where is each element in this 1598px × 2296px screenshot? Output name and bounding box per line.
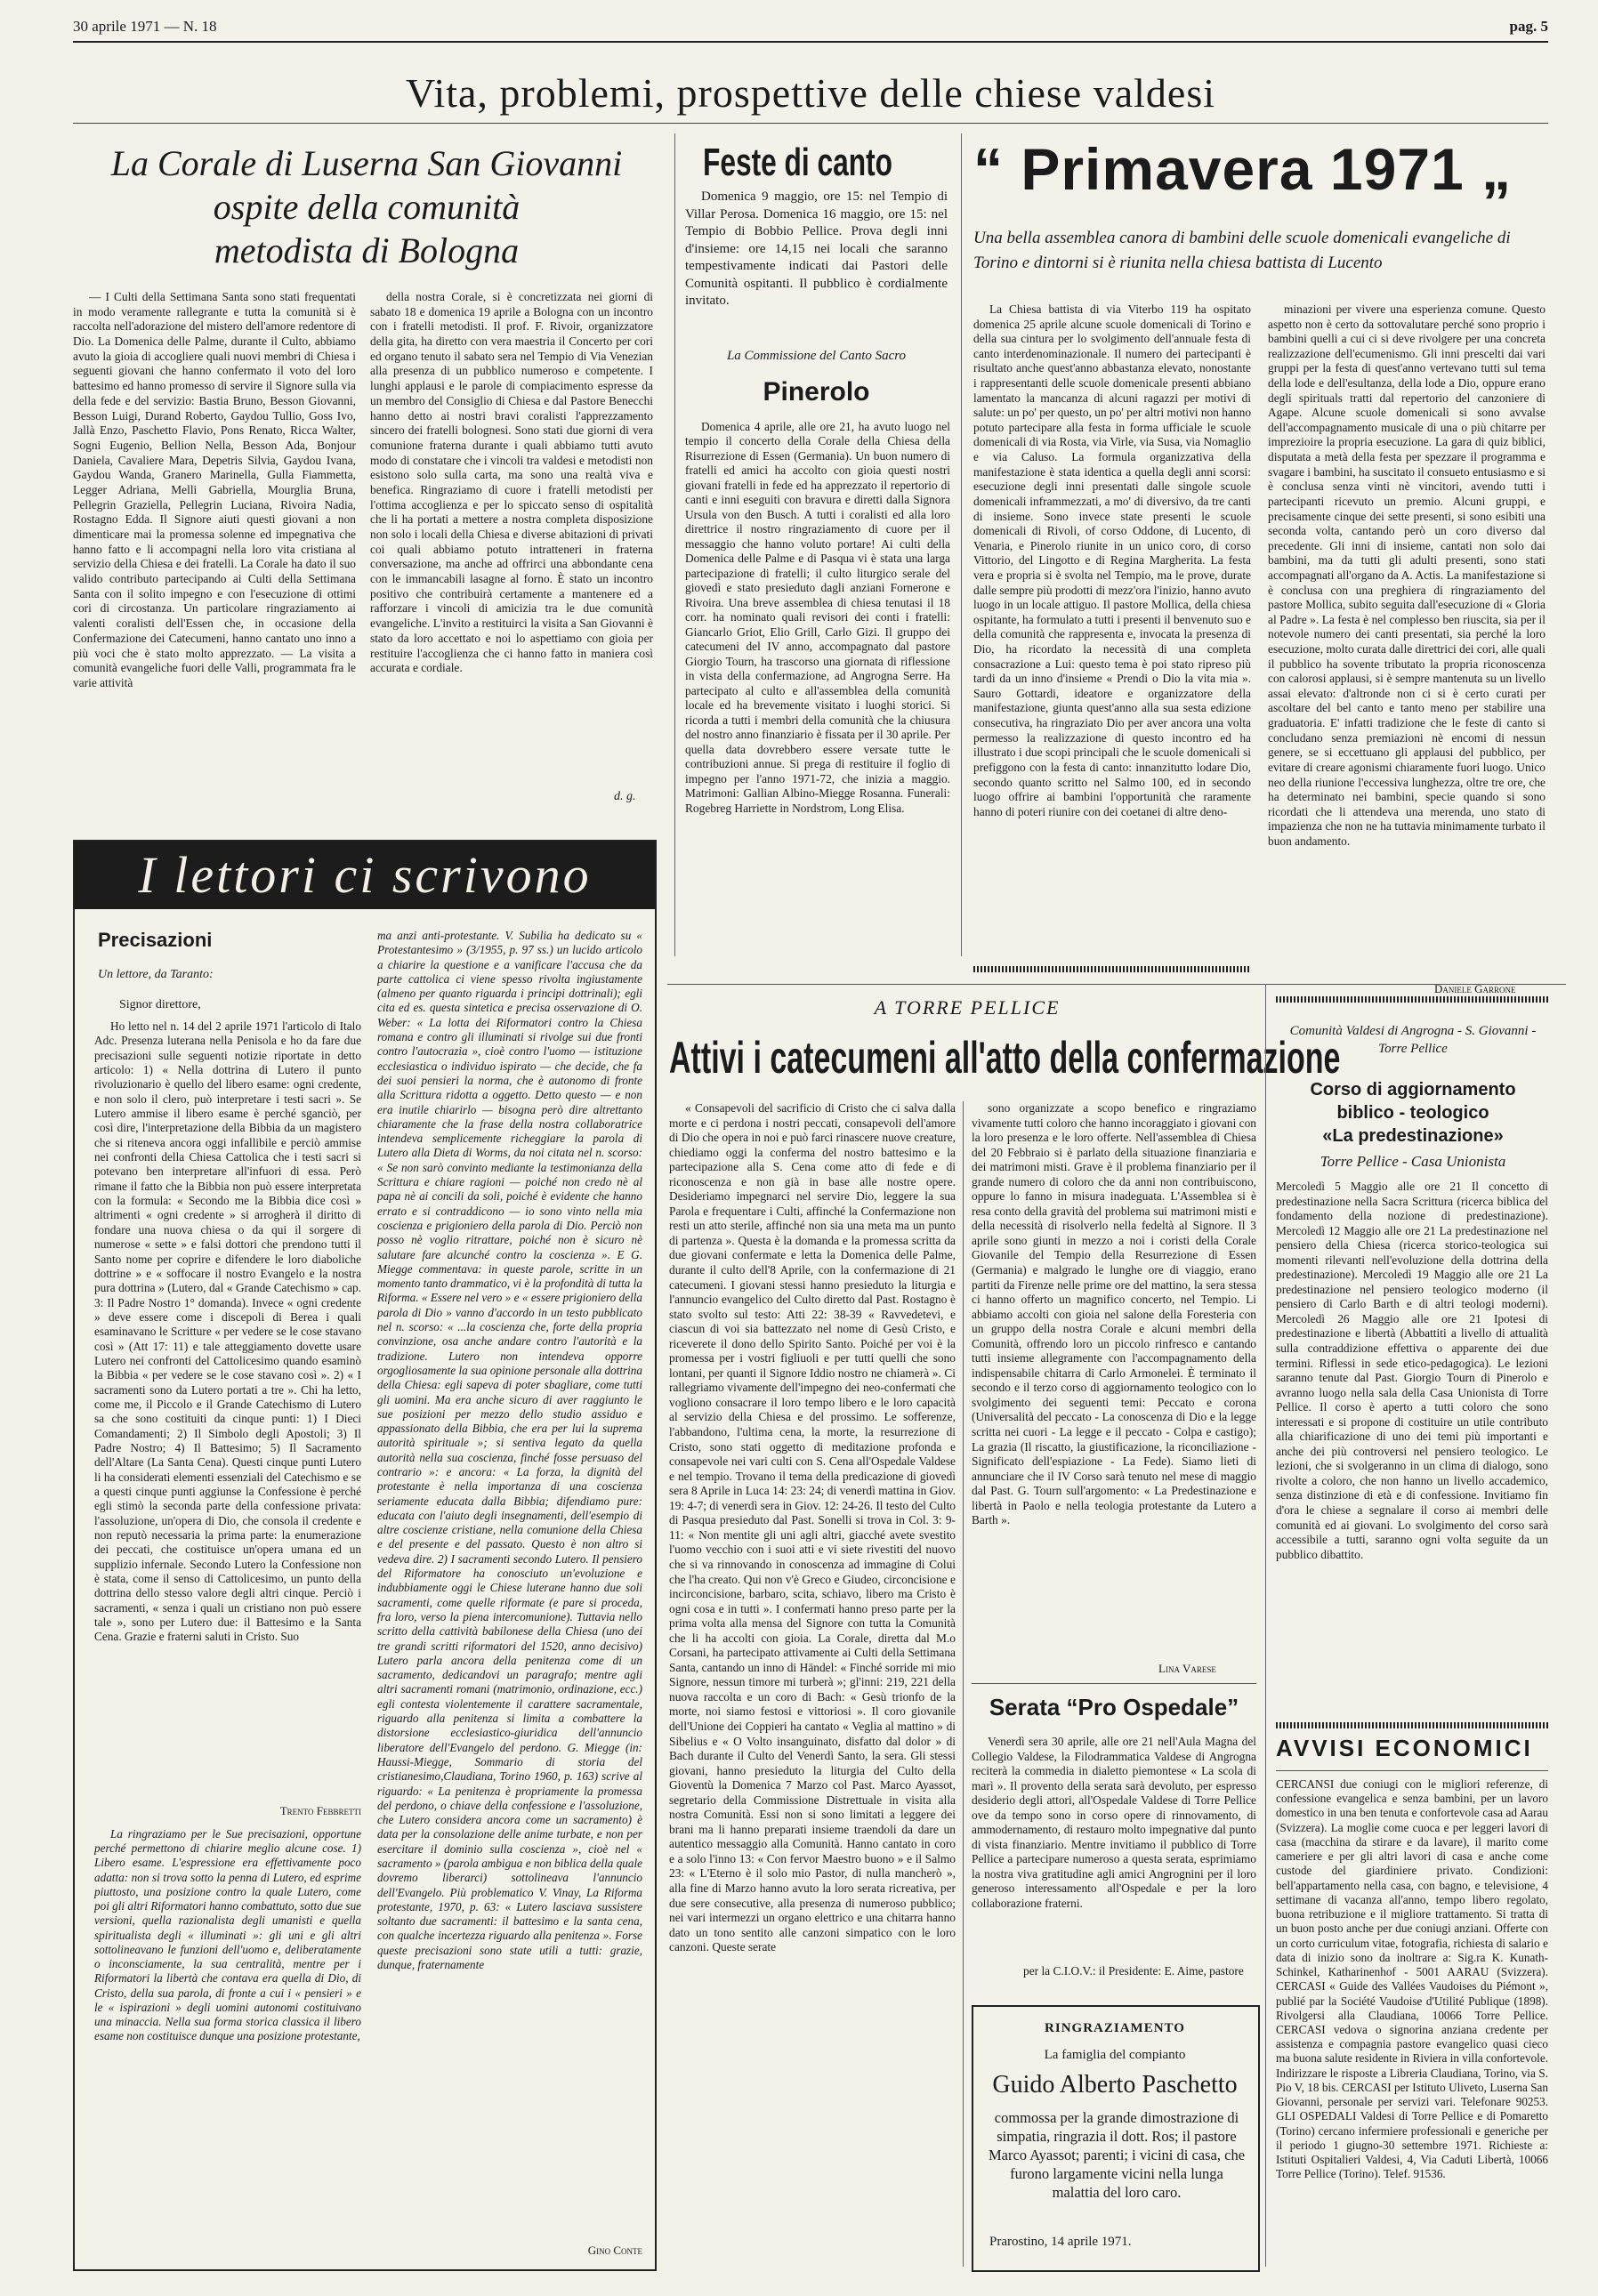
catecumeni-col-1	[669, 1101, 956, 2267]
ospedale-body-text: Venerdì sera 30 aprile, alle ore 21 nell'Aula Magna del Collegio Valdese, la Filodrammatica Valdese di Angrogna reciterà la commedia in dialetto piemontese « La scola di marì ». Il provento della serata sarà devoluto, per espresso desiderio degli attori, all'Ospedale Valdese di Torre Pellice ove da tempo sono in corso opere di rinnovamento, di ammodernamento, di restauro molto impegnative dal punto di vista finanziario. Mentre invitiamo il pubblico di Torre Pellice a partecipare numeroso a questa serata, esprimiamo la nostra viva gratitudine agli amici Angrognini per il loro generoso interessamento all'Ospedale e per la loro collaborazione fraterni.	[972, 1735, 1256, 1911]
ospedale-top-rule	[972, 1683, 1256, 1684]
corale-col-2	[370, 290, 653, 788]
primavera-signature: Daniele Garrone	[1434, 982, 1516, 995]
catecumeni-kicker: A TORRE PELLICE	[874, 996, 1061, 1019]
avvisi-top-bar	[1276, 1722, 1548, 1728]
issue-date: 30 aprile 1971 — N. 18	[73, 18, 217, 35]
page-number: pag. 5	[1509, 18, 1548, 35]
catecumeni-col-2	[972, 1101, 1256, 1653]
feste-signature: La Commissione del Canto Sacro	[726, 349, 907, 363]
feste-body	[685, 189, 948, 336]
feste-body-text: Domenica 9 maggio, ore 15: nel Tempio di Villar Perosa. Domenica 16 maggio, ore 15: nel Tempio di Bobbio Pellice. Prova degli inni d'insieme: ore 14,15 nei locali che saranno tempestivamente indicati dai Pastori delle Comunità ospitanti. Il pubblico è cordialmente invitato.	[685, 189, 948, 308]
avvisi-body	[1276, 1777, 1548, 2265]
avvisi-title: AVVISI ECONOMICI	[1276, 1735, 1533, 1761]
corale-signature: d. g.	[614, 790, 636, 803]
kicker-rule	[73, 123, 1548, 124]
pinerolo-body	[685, 420, 950, 954]
corso-title-3: «La predestinazione»	[1322, 1126, 1504, 1146]
catecumeni-col-2-text: sono organizzate a scopo benefico e ringraziamo vivamente tutti coloro che hanno incoraggiato i giovani con la loro presenza e le loro offerte. Nell'assemblea di Chiesa del 20 Febbraio si è parlato della situazione finanziaria e dei matrimoni misti. Grave è il problema finanziario per il grande numero di coloro che da anni non contribuiscono, oppure lo fanno in misura inadeguata. L'Assemblea si è resa conto della gravità del problema sui matrimoni misti e della necessità di risolverlo nella fedeltà al Signore. Il 3 aprile sono giunti in mezzo a noi i coristi della Corale Giovanile del Tempio della Resurrezione di Essen (Germania) e malgrado le lunghe ore di viaggio, erano partiti da Firenze nelle prime ore del mattino, la sera stessa ci hanno offerto un magnifico concerto, nel Tempio. Li abbiamo accolti con gioia nel salone della Foresteria con un gruppo della nostra Corale e alcuni membri della Comunità, offrendo loro un piccolo rinfresco e cantando tutti insieme allegramente con l'accompagnamento della indispensabile chitarra di Carlo Armonelei. È terminato il secondo e il terzo corso di aggiornamento teologico con lo svolgimento dei seguenti temi: Peccato e corona (Universalità del peccato - La conoscenza di Dio e la legge scritta nei cuori - La legge e il peccato - Colpa e castigo); La grazia (Il riscatto, la giustificazione, la riconciliazione - Significato dell'espiazione - La Fede). Siamo lieti di annunciare che il IV Corso sarà tenuto nel mese di maggio dal Past. G. Tourn sull'argomento: « La Predestinazione e libertà in Paolo e nella teologia protestante da Lutero a Barth ».	[972, 1101, 1256, 1527]
ospedale-body	[972, 1735, 1256, 1984]
ospedale-title: Serata “Pro Ospedale”	[989, 1694, 1239, 1720]
column-rule-2	[961, 133, 962, 956]
corso-body	[1276, 1180, 1548, 1713]
corale-title-line-3: metodista di Bologna	[214, 230, 520, 270]
primavera-subtitle: Una bella assemblea canora di bambini delle scuole domenicali evangeliche di Torino e dintorni si è riunita nella chiesa battista di Lucento	[973, 229, 1511, 272]
lettori-banner: I lettori ci scrivono	[75, 842, 655, 909]
catecumeni-col-1-text: « Consapevoli del sacrificio di Cristo che ci salva dalla morte e ci perdona i nostri peccati, consapevoli dell'amore di Dio che opera in noi e può farci rinascere nuove creature, chiediamo oggi la conferma del nostro battesimo e la partecipazione alla S. Cena come atto di fede e di riconoscenza e non già in base alle nostre opere. Desideriamo impegnarci nel servire Dio, leggere la sua Parola e frequentare i Culti, affinché la Confermazione non resti un atto sterile, affinché non sia una meta ma un punto di partenza ». Questa è la domanda e la promessa scritta da due giovani confermate e letta la Domenica delle Palme, durante il culto dell'8 Aprile, con la confermazione di 21 catecumeni. I giovani stessi hanno presieduto la liturgia e l'annuncio evangelico del Culto diretto dal Past. Rostagno è stato svolto sul testo: Atti 22: 38-39 « Ravvedetevi, e ciascun di voi sia battezzato nel nome di Gesù Cristo, e riceverete il dono dello Spirito Santo. Poiché per voi è la promessa per i vostri figliuoli e per tutti quelli che sono lontani, per quanti il Signore Iddio nostro ne chiamerà ». Ci rallegriamo vivamente dell'impegno dei neo-confermati che vogliono consacrare il loro tempo libero e le loro capacità al servizio della Chiesa e del prossimo. Le sofferenze, l'abbandono, l'ultima cena, la morte, la resurrezione di Cristo, sono stati oggetto di meditazione profonda e consapevole nei vari culti con S. Cena all'Ospedale Valdese e nel tempio. Trovano il tema della predicazione di giovedì sera 8 Aprile in Luca 14: 23: 24; di venerdì mattina in Giov. 19: 4-7; di venerdì sera in Giov. 12: 24-26. Il testo del Culto di Pasqua presieduto dal Past. Sonelli si trova in Col. 3: 9-11: « Non mentite gli uni agli altri, giacché avete svestito l'uomo vecchio con i suoi atti e vi siete rivestiti del nuovo che si va rinnovando in conoscenza ad immagine di Colui che l'ha creato. Qui non v'è Greco e Giudeo, circoncisione e incirconcisione, barbaro, scita, schiavo, libero ma Cristo è ogni cosa e in tutti ». I confermati hanno preso parte per la prima volta alla mensa del Signore con tutta la Comunità che li ha accolti con gioia. La Corale, diretta dal M.o Corsani, ha partecipato attivamente ai Culti della Settimana Santa, cantando un inno di Händel: « Finché sorride mi mio Signore, nessun timore mi turberà »; gl'inni: 219, 221 della nuova raccolta e un coro di Bach: « Gesù trionfo de la morte, noi siamo festosi e vittoriosi ». Il coro giovanile dell'Unione dei Coppieri ha cantato « Veglia al mattino » di Sibelius e « O Volto insanguinato, disfatto dal dolor » di Bach durante il Culto del Venerdì Santo, la sera. Gli stessi giovani, hanno presieduto la liturgia del Culto della Gioventù la Domenica 7 Marzo col Past. Marco Ayassot, segretario della Commissione Distrettuale in visita alla nostra Comunità. Essi non si sono limitati a leggere dei brani ma li hanno preparati insieme traendoli da dare un autentico messaggio alla Comunità. Hanno cantato in coro e a solo l'inno 13: « Con fervor Maestro buono » e il Salmo 23: « L'Eterno è il solo mio Pastor, di nulla mancherò », alla fine di Marzo hanno avuto la loro serata ricreativa, per due sere consecutive, alla presenza di numeroso pubblico; nei vari intermezzi un organo elettrico e una chitarra hanno dato un tono sentito alle canzoni simpatico con le loro canzoni. Queste serate	[669, 1101, 956, 1954]
catecumeni-title: Attivi i catecumeni all'atto della confermazione	[669, 1033, 1341, 1083]
ospedale-signature: per la C.I.O.V.: il Presidente: E. Aime, pastore	[1023, 1964, 1244, 1978]
avvisi-rule	[1276, 1770, 1548, 1771]
corale-col-1	[73, 290, 356, 806]
primavera-col-2	[1268, 302, 1546, 961]
column-rule-1	[674, 133, 675, 956]
avvisi-body-text: CERCANSI due coniugi con le migliori referenze, di confessione evangelica e senza bambini, per un lavoro domestico in una ben tenuta e confortevole casa ad Aarau (Svizzera). La moglie come cuoca e per leggeri lavori di casa (macchina da stirare e da lavare), il marito come cameriere e per gli altri lavori di casa e anche come custode del giardiniere privato. Condizioni: bell'appartamento nella casa, con bagno, e televisione, 4 settimane di vacanza all'anno, tempo libero regolato, buona retribuzione e il migliore trattamento. Si tratta di un buon posto anche per due coniugi anziani. Offerte con un corto curriculum vitae, fotografia, richiesta di salario e data di inizio sono da inoltrare a: Sig.ra K. Kunath-Schinkel, Katharinenhof - 5001 AARAU (Svizzera). CERCASI « Guide des Vallées Vaudoises du Piémont », publié par la Société Vaudoise d'Utilité Publique (1898). Rivolgersi alla Claudiana, 10066 Torre Pellice. CERCASI vedova o signorina anziana credente per assistenza e compagnia pastore evangelico quasi cieco ma buona salute residente in Riviera in villa confortevole. Indirizzare le risposte a Libreria Claudiana, Torino, via S. Pio V, 18 bis. CERCASI per Istituto Uliveto, Luserna San Giovanni, personale per servizi vari. Telefonare 90253. GLI OSPEDALI Valdesi di Torre Pellice e di Pomaretto (Torino) cercano infermiere professionali e generiche per il periodo 1 giugno-30 settembre 1971. Richieste a: Istituti Ospitalieri Valdesi, 4, Via Caduti Libertà, 10066 Torre Pellice (Torino). Telef. 91536.	[1276, 1777, 1548, 2181]
pinerolo-title: Pinerolo	[763, 377, 870, 407]
feste-title: Feste di canto	[703, 141, 893, 184]
lettori-col-1	[94, 1019, 361, 1799]
corso-body-text: Mercoledì 5 Maggio alle ore 21 Il concetto di predestinazione nella Sacra Scrittura (ricerca biblica del fondamento della nozione di predestinazione). Mercoledì 12 Maggio alle ore 21 La predestinazione nel pensiero della Chiesa (ricerca storico-teologica sui momenti rilevanti nell'evoluzione della dottrina della predestinazione). Mercoledì 19 Maggio alle ore 21 La predestinazione nel pensiero teologico moderno (il pensiero di Carlo Barth e di altri teologi moderni). Mercoledì 26 Maggio alle ore 21 Ipotesi di predestinazione e libertà (Abbattiti a livello di attualità sulla contraddizione effettiva o apparente dei due termini. Riflessi in sede etico-pedagogica). Le lezioni saranno tenute dal Past. Giorgio Tourn di Pinerolo e avranno luogo nella sala della Casa Unionista di Torre Pellice. Il corso è aperto a tutti coloro che sono interessati e si propone di costituire un utile contributo alla chiarificazione di uno dei temi più importanti e anche dei più controversi nel pensiero teologico. Le lezioni, che si svolgeranno in un clima di dialogo, sono rivolte a coloro, che non hanno un livello accademico, senza distinzione di età e di confessione. Invitiamo fin d'ora le chiese a segnalare il corso ai membri delle comunità ed ai giovani. Lo svolgimento del corso sarà accessibile a tutti, saranno ogni volta seguite da un pubblico dibattito.	[1276, 1180, 1548, 1561]
ringraziamento-head: RINGRAZIAMENTO	[1045, 2021, 1185, 2035]
ringraziamento-line: La famiglia del compianto	[1044, 2048, 1186, 2062]
ringraziamento-body: commossa per la grande dimostrazione di simpatia, ringrazia il dott. Ros; il pastore Marco Ayassot; parenti; i vicini di casa, che furono largamente vicini nella lunga malattia del loro caro.	[988, 2109, 1246, 2202]
primavera-col-1	[973, 302, 1251, 952]
ringraziamento-date: Prarostino, 14 aprile 1971.	[989, 2235, 1132, 2249]
lettori-reply-start-text: La ringraziamo per le Sue precisazioni, opportune perché permettono di chiarire meglio alcune cose. 1) Libero esame. L'espressione era effettivamente poco adatta: non si trova sotto la penna di Lutero, ed esprime piuttosto, una posizione contro la quale Lutero, come poi gli altri Riformatori hanno combattuto, sotto due sue versioni, quella razionalista degli umanisti e quella spiritualista degli « illuminati »: gli uni e gli altri sottolineavano le funzioni dell'uomo e, deliberatamente o inconsciamente, la sua centralità, mentre per i Riformatori la libertà che contava era quella di Dio, di Cristo, della sua parola, di fronte a cui i « pensieri » e le « ispirazioni » degli uomini autonomi costituivano una minaccia. Nella sua forma storica classica il libero esame non costituisce dunque una posizione protestante,	[94, 1827, 361, 2043]
lettori-col-1-text: Ho letto nel n. 14 del 2 aprile 1971 l'articolo di Italo Adc. Presenza luterana nella Penisola e ho da fare due precisazioni sulle seguenti notizie riportate in detto articolo: 1) « Nella dottrina di Lutero il punto rivoluzionario è quello del libero esame: ogni credente, e non solo il clero, può interpretare i testi sacri ». Se Lutero ammise il libero esame è perché sganciò, per così dire, l'interpretazione della Bibbia da un magistero che si riteneva ancora oggi infallibile e perciò ammise nei confronti della Chiesa Cattolica che i testi sacri si potevano ben interpretare all'infuori di essa. Però rimane il fatto che la Bibbia non può essere interpretata con la formula: « Secondo me la Bibbia dice così » altrimenti « ogni credente » si arrogherà il diritto di fondare una nuova chiesa o da qui il sorgere di numerose « sette » e falsi dottori che prendono tutti il Santo nome per coprire e difendere le loro diaboliche dottrine » e « soffocare il nostro Evangelo e la nostra pura dottrina » (Lutero, dal « Grande Catechismo » cap. 3: Il Padre Nostro 1° domanda). Invece « ogni credente » deve essere come i discepoli di Berea i quali esaminavano le Scritture « per vedere se le cose stavano così » (Att 17: 11) e tale atteggiamento dovette usare Lutero nei confronti del Cattolicesimo quando esaminò la Bibbia « per vedere se le cose stavano così ». 2) « I sacramenti sono da Lutero portati a tre ». Chi ha letto, come me, il Piccolo e il Grande Catechismo di Lutero sa che sono costituiti da cinque punti: 1) I Dieci Comandamenti; 2) Il Simbolo degli Apostoli; 3) Il Padre Nostro; 4) Il Battesimo; 5) Il Sacramento dell'Altare (La Santa Cena). Questi cinque punti Lutero li ha considerati elementi essenziali del Catechismo e se a questi cinque punti aggiunse la Confessione è perché egli stimò la seconda parte della confessione privata: l'assoluzione, un'opera di Dio, che consola il credente e non reputò necessaria la prima parte: la enumerazione dei peccati, che costituisce un'opera umana ed un supplizio infernale. Secondo Lutero la Confessione non è stata, come il senso di Cattolicesimo, un punto della dottrina dello stesso valore degli altri cinque. Perciò i sacramenti, « senza i quali un cristiano non può essere tale », sono per Lutero due: il Battesimo e la Santa Cena. Grazie e fraterni saluti in Cristo. Suo	[94, 1019, 361, 1644]
primavera-title: “ Primavera 1971 „	[973, 136, 1513, 202]
primavera-col-2-text: minazioni per vivere una esperienza comune. Questo aspetto non è certo da sottovalutare perché sono proprio i bambini quelli a cui ci si deve rivolgere per una concreta realizzazione dell'ecumenismo. Gli inni prescelti dai vari gruppi per la festa di quest'anno vertevano tutti sul tema della lode e dell'esultanza, della lode a Dio, oppure erano degli spirituals tratti dal repertorio del canzoniere di Agape. Alcune scuole domenicali si sono avvalse dell'accompagnamento musicale di una o più chitarre per imprezioire la propria esecuzione. La gara di quiz biblici, disputata a metà della festa per spezzare il programma e svagare i bambini, ha suscitato il consueto entusiasmo e si è conclusa senza vinti nè vincitori, avendo tutti i partecipanti ricevuto un premio. Alcuni gruppi, e precisamente cinque dei sette presenti, si sono esibiti una seconda volta, cantando però un coro diverso dal precedente. Gli inni di insieme, cantati non solo dai bambini, ma da tutti gli adulti presenti, sono stati accompagnati all'organo da A. Actis. La manifestazione si è conclusa con una preghiera di ringraziamento del pastore Mollica, subito seguita dall'esecuzione di « Gloria al Padre ». La festa è nel complesso ben riuscita, sia per il notevole numero dei canti presentati, sia perché la loro esecuzione, molto curata dalle direttrici dei cori, alle quali il pubblico ha sovente tributato la propria riconoscenza con calorosi applausi, si è sempre mantenuta su un livello assai elevato: d'altronde non ci si è certo curati per ascoltare del bel canto e tanto meno per stabilire una graduatoria. E' infatti tradizione che le feste di canto si concludano senza premiazioni nè encomi di nessun genere, se si eccettuano gli applausi del pubblico, per evitare di creare agonismi chiaramente fuori luogo. Unico neo della riunione l'eccessiva lunghezza, oltre tre ore, che ha determinato nei bambini, specie quando si sono ricordati che li attendeva una merenda, uno stato di impazienza che non ne ha tuttavia minimamente turbato il buon andamento.	[1268, 302, 1546, 848]
page-header	[73, 18, 1548, 36]
primavera-end-bar	[973, 966, 1249, 972]
lettori-col-2-signature: Gino Conte	[587, 2244, 642, 2257]
lettori-heading: Precisazioni	[98, 929, 213, 951]
ringraziamento-name: Guido Alberto Paschetto	[992, 2071, 1238, 2099]
catecumeni-signature: Lina Varese	[1158, 1662, 1216, 1675]
corso-top-bar	[1276, 996, 1548, 1003]
corso-kicker: Comunità Valdesi di Angrogna - S. Giovanni - Torre Pellice	[1289, 1024, 1537, 1056]
corale-title-line-2: ospite della comunità	[213, 186, 521, 227]
lettori-salute: Signor direttore,	[119, 998, 201, 1011]
corale-title	[73, 142, 660, 272]
column-rule-3	[963, 1101, 964, 2267]
primavera-col-1-text: La Chiesa battista di via Viterbo 119 ha ospitato domenica 25 aprile alcune scuole domenicali di Torino e della sua cintura per lo svolgimento dell'annuale festa di canto interdenominazionale. Il numero dei partecipanti è risultato anche quest'anno abbastanza elevato, nonostante i rappresentanti delle scuole domenicale presenti abbiano lamentato la mancanza di alcuni ragazzi per motivi di salute: un po' per questo, un po' per altri motivi non hanno potuto partecipare alla festa in forma ufficiale le scuole domenicali di via Rosta, via Virle, via Susa, via Nomaglio e via Caluso. La formula organizzativa della manifestazione è stata identica a quella degli anni scorsi: esecuzione degli inni presentati dalle singole scuole domenicali inframmezzati, a mo' di diversivo, da tre canti di insieme. Sono invece state presenti le scuole domenicali di Rivoli, of corso Oddone, di Lucento, di Venaria, e Pinerolo riunite in un unico coro, di corso Vittorio, del Lingotto e di Regina Margherita. La festa vera e propria si è svolta nel Tempio, ma le prove, durate dalle sempre più prodotti di mezz'ora l'inizio, hanno avuto luogo in un locale attiguo. Il pastore Mollica, della chiesa ospitante, ha formulato a tutti i presenti il benvenuto suo e della comunità che rappresenta e, invocata la presenza di Dio, ha ricordato la necessità di una completa consacrazione a Lui: questo tema è poi stato ripreso più tardi da un inno d'insieme « Prendi o Dio la vita mia ». Sauro Gottardi, ideatore e organizzatore della manifestazione, giunta quest'anno alla sua sesta edizione consecutiva, ha ringraziato Dio per aver ancora una volta permesso la realizzazione di questo incontro ed ha illustrato i due scopi principali che le scuole domenicali si prefiggono con la festa di canto: innanzitutto lodare Dio, secondo quanto scritto nel Salmo 100, ed in secondo luogo offrire ai bambini l'opportunità che raramente hanno di poteri riunire con dei coetanei di altre deno-	[973, 302, 1251, 818]
header-rule	[73, 41, 1548, 43]
lettori-reply-start	[94, 1827, 361, 2254]
lettori-col-2	[377, 929, 642, 2236]
corale-col-1-text: — I Culti della Settimana Santa sono stati frequentati in modo veramente rallegrante e tutta la comunità si è raccolta nell'adorazione del mistero dell'amore redentore di Dio. La Domenica delle Palme, durante il Culto, abbiamo avuto la gioia di accogliere quali nuovi membri di Chiesa i seguenti giovani che hanno confermato il voto del loro battesimo ed hanno promesso di servire il Signore sulla via della fede e del servizio: Bastia Bruno, Besson Giovanni, Besson Luigi, Durand Roberto, Gaydou Tullio, Goss Ivo, Jallà Enzo, Paschetto Flavio, Pons Renato, Ricca Walter, Sogni Eugenio, Bellion Nella, Besson Ada, Bonjour Daniela, Cavaliere Mara, Depetris Silvia, Gaydou Ivana, Gaydou Wanda, Granero Marinella, Gulla Fiammetta, Legger Adriana, Melli Gabriella, Mourglia Bruna, Pellegrin Graziella, Pellegrin Luciana, Rivoira Nadia, Rostagno Edda. Il Signore aiuti questi giovani a non dimenticare mai la promessa solenne ed impegnativa che hanno fatto e li accompagni nella loro vita cristiana al servizio della Chiesa e dei fratelli. La Corale ha dato il suo valido contributo partecipando ai Culti della Settimana Santa con il solito impegno e con l'esecuzione di ottimi cori di circostanza. Un particolare ringraziamento ai valenti coralisti dell'Essen che, in occasione della Confermazione dei Catecumeni, hanno cantato uno inno a più voci che è stato molto apprezzato. — La visita a comunità evangeliche fuori delle Valli, programmata fra le varie attività	[73, 290, 356, 689]
section-kicker: Vita, problemi, prospettive delle chiese valdesi	[405, 70, 1216, 116]
corale-title-line-1: La Corale di Luserna San Giovanni	[110, 143, 623, 183]
column-rule-4	[1265, 984, 1266, 2267]
lettori-col-1-signature: Trento Febbretti	[279, 1804, 361, 1817]
corso-place: Torre Pellice - Casa Unionista	[1320, 1153, 1506, 1170]
lettori-from: Un lettore, da Taranto:	[98, 968, 214, 981]
corale-col-2-text: della nostra Corale, si è concretizzata nei giorni di sabato 18 e domenica 19 aprile a Bologna con un incontro con i fratelli metodisti. Il prof. F. Rivoir, organizzatore della gita, ha diretto con vera maestria il Concerto per cori ed organo tenuto il sabato sera nel Tempio di Via Venezian alla presenza di un pubblico numeroso e competente. I lunghi applausi e le parole di compiacimento espresse da un membro del Consiglio di Chiesa e dal Pastore Benecchi hanno detto ai nostri bravi coralisti l'apprezzamento sincero dei fratelli bolognesi. Sono stati due giorni di vera comunione fraterna durante i quali abbiamo tutti avuto modo di constatare che i vincoli tra valdesi e metodisti non esistono solo sulla carta, ma sono una realtà viva e benefica. Ringraziamo di cuore i fratelli metodisti per l'ottima accoglienza e per lo spiccato senso di ospitalità che li ha portati a mettere a nostra completa disposizione non solo i locali della Chiesa e diverse abitazioni di privati coi quali abbiamo potuto intratteneri in fraterna conversazione, ma anche ad offrirci una abbondante cena con le immancabili lasagne al forno. È stato un incontro positivo che contribuirà certamente a mantenere ed a rafforzare i vincoli di amicizia tra le due comunità evangeliche. L'invito a restituirci la visita a San Giovanni è stato da loro accettato e noi lo aspettiamo con gioia per restituire l'accoglienza che ci hanno fatto in maniera così accurata e cordiale.	[370, 290, 653, 675]
lettori-col-2-text: ma anzi anti-protestante. V. Subilia ha dedicato su « Protestantesimo » (3/1955, p. 97 ss.) un lucido articolo a chiarire la questione e a vanificare l'accusa che da parte cattolica ci viene spesso rivolta ingiustamente (almeno per quanto riguarda i principi dottrinali); egli cita ed es. questa sintetica e precisa osservazione di O. Weber: « La lotta dei Riformatori contro la Chiesa romana e contro gli illuminati si rivolge sui due fronti contro l'autocrazia », cioè contro l'uomo — istituzione ecclesiastica o individuo ispirato — che decide, che fa dei suoi pensieri la norma, che è autonomo di fronte alla Scrittura ridotta a oggetto. Detto questo — e non era inutile chiarirlo — bisogna però dire altrettanto chiaramente che la frase della nostra collaboratrice intendeva semplicemente richeggiare la parola di Lutero alla Dieta di Worms, da noi citata nel n. scorso: « Se non sarò convinto mediante la testimonianza della Scrittura e chiare ragioni — poiché non credo nè al papa nè ai concili da soli, poiché è evidente che hanno errato e si contraddicono — io sono vinto nella mia coscienza e prigioniero della parola di Dio. Perciò non posso nè voglio ritrattare, poiché non è sicuro nè salutare fare alcunché contro la coscienza ». E G. Miegge commentava: in queste parole, scritte in un momento tanto drammatico, vi è la profondità di tutta la Riforma. « Essere nel vero » e « essere prigioniero della parola di Dio » vanno d'accordo in un testo pubblicato nel n. scorso: « ...la coscienza che, forte della propria convinzione, osa anche andare contro l'autorità e la tradizione. Lutero non intendeva opporre orgogliosamente la sua opinione personale alla dottrina della Chiesa: egli sapeva di poter sbagliare, come tutti gli uomini. Ma era anche sicuro di aver raggiunto le sue posizioni per mezzo dello studio assiduo e appassionato della Bibbia, che era per lui la suprema autorità spirituale »; si sentiva legato da quella autorità nella sua coscienza, finché fosse persuaso del contrario »: e ancora: « La forza, la dignità del protestante è nella importanza di una coscienza seriamente educata dalla Bibbia; difendiamo pure: educata con l'aiuto degli insegnamenti, dell'esempio di altre coscienze cristiane, nella comunione della Chiesa e del presente e del passato. Questo è non altro si vedeva dire. 2) I sacramenti secondo Lutero. Il pensiero del Riformatore ha conosciuto un'evoluzione e indubbiamente oggi le Chiese luterane hanno due soli sacramenti, come quelle riformate (e pare si proceda, fra loro, verso la piena intercomunione). Tuttavia nello scritto della cattività babilonese della Chiesa (uno dei tre grandi scritti riformatori del 1520, anno decisivo) Lutero parla ancora della penitenza come di un sacramento, dedicandovi un paragrafo; mentre agli altri sacramenti romani (matrimonio, ordinazione, ecc.) egli contesta violentemente il carattere sacramentale, riguardo alla penitenza si limita a combattere la distorsione ecclesiastico-giuridica dell'annuncio liberatore dell'Evangelo del perdono. G. Miegge (in: Haussi-Miegge, Sommario di storia del cristianesimo,Claudiana, Torino 1960, p. 163) scrive al riguardo: « La penitenza è propriamente la promessa del perdono, o chiave della confessione e l'assoluzione, che Lutero considera ancora come un sacramento) è data per la consolazione delle anime turbate, e non per esercitare il dominio sulla coscienza », cioè nel « sacramento » (parola ambigua e non biblica della quale dovremo liberarci) sottolineava l'annuncio dell'Evangelo. Più problematico V. Vinay, La Riforma protestante, 1970, p. 63: « Lutero lasciava sussistere soltanto due sacramenti: il battesimo e la santa cena, con qualche incertezza riguardo alla penitenza ». Forse queste precisazioni sono state utili a tutti: grazie, dunque, fraternamente	[377, 929, 642, 1972]
catecumeni-top-rule	[667, 984, 1566, 985]
pinerolo-body-text: Domenica 4 aprile, alle ore 21, ha avuto luogo nel tempio il concerto della Corale della Chiesa della Risurrezione di Essen (Germania). Un buon numero di fratelli ed amici ha accolto con gioia questi nostri giovani fratelli in fede ed ha apprezzato il repertorio di canti e inni eseguiti con bravura e diretti dalla Signora Ursula von den Busch. A tutti i coralisti ed alla loro direttrice il nostro ringraziamento di cuore per il messaggio che hanno voluto portare! Ai culti della Domenica delle Palme e di Pasqua vi è stata una larga partecipazione di fratelli; il culto liturgico serale del giovedì e stato presieduto dagli anziani Fornerone e Rivoira. Una breve assemblea di chiesa tenutasi il 18 corr. ha nominato quali revisori dei conti i fratelli: Giancarlo Griot, Elio Grill, Carlo Gizi. Il gruppo dei catecumeni del IV anno, accompagnato dal pastore Giorgio Tourn, ha trascorso una giornata di riflessione in vista della confermazione, ad Angrogna Serre. Ha partecipato al culto e all'assemblea della comunità locale ed ha brevemente visitato i luoghi storici. Si ricorda a tutti i membri della comunità che la chiusura del nostro anno finanziario è fissata per il 30 aprile. Per quella data dovrebbero essere versate tutte le contribuzioni annue. Si prega di restituire il foglio di impegno per l'anno 1971-72, che inizia a maggio. Matrimoni: Gallian Albino-Miegge Rosanna. Funerali: Rogebreg Harriette in Nordstrom, Long Elisa.	[685, 420, 950, 815]
corso-title-1: Corso di aggiornamento	[1310, 1080, 1516, 1100]
corso-title-2: biblico - teologico	[1336, 1103, 1489, 1123]
